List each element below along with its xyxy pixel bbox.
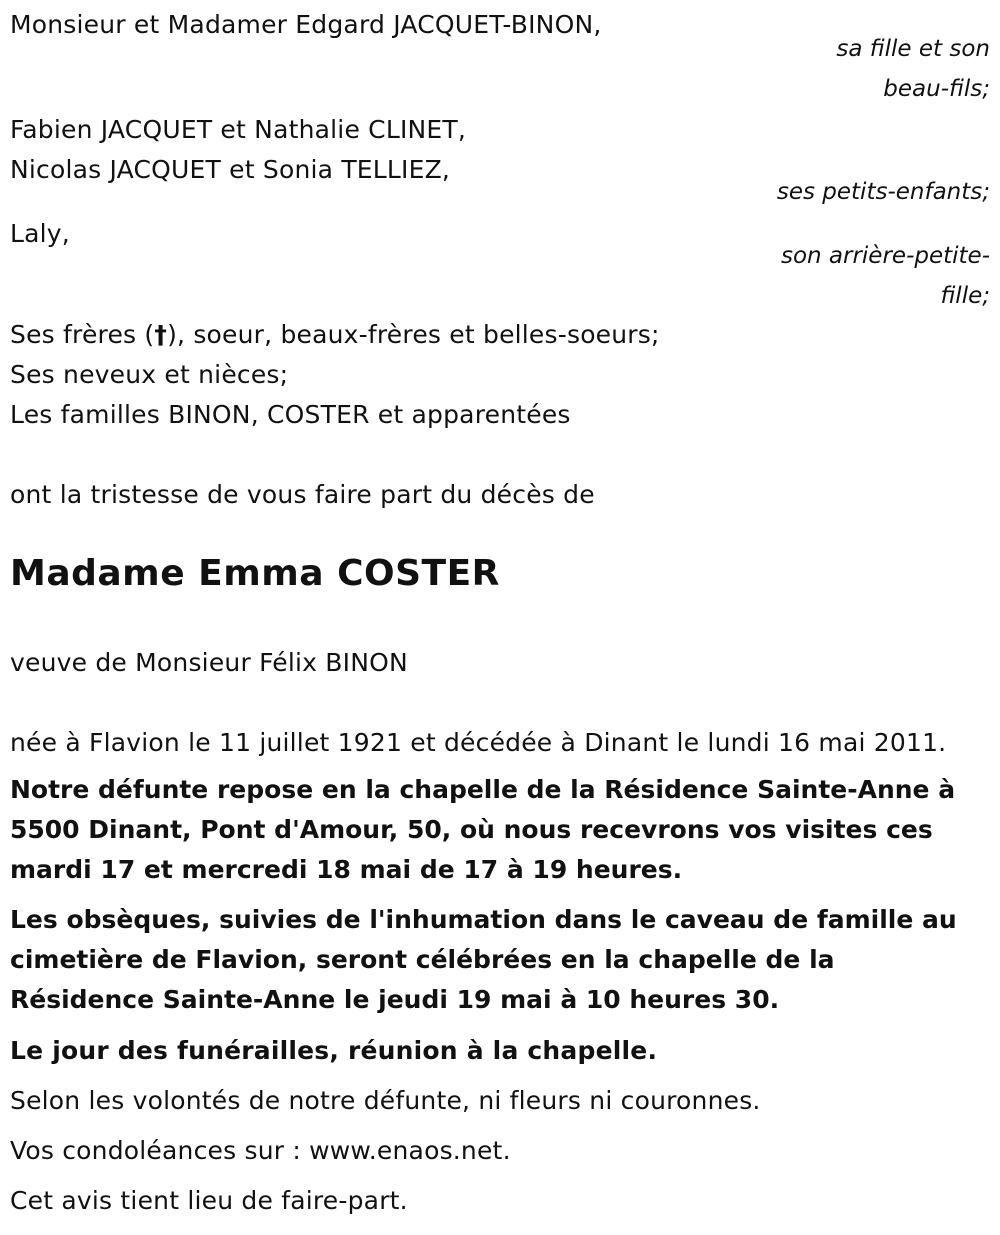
family-line-grandchild-1: Fabien JACQUET et Nathalie CLINET, [10, 115, 467, 144]
relation-daughter-b: beau-fils; [883, 76, 990, 102]
announcement-line: ont la tristesse de vous faire part du décès de [10, 480, 595, 509]
funeral-paragraph: Les obsèques, suivies de l'inhumation dans le caveau de famille au cimetière de Flavion, seront célébrées en la chapelle de la Résidence Sainte-Anne le jeudi 19 mai à 10 heures 30. [10, 905, 957, 1014]
notice-line: Cet avis tient lieu de faire-part. [10, 1186, 408, 1215]
family-line-families: Les familles BINON, COSTER et apparentées [10, 400, 571, 429]
rest-paragraph: Notre défunte repose en la chapelle de la Résidence Sainte-Anne à 5500 Dinant, Pont d'Amour, 50, où nous recevrons vos visites ces mardi 17 et mercredi 18 mai de 17 à 19 heures. [10, 775, 956, 884]
family-line-great-grandchild: Laly, [10, 219, 70, 248]
family-line-siblings [10, 320, 660, 349]
dagger-icon: † [154, 320, 168, 349]
family-line-nephews: Ses neveux et nièces; [10, 360, 289, 389]
family-line-grandchild-2: Nicolas JACQUET et Sonia TELLIEZ, [10, 155, 451, 184]
relation-grandchildren: ses petits-enfants; [776, 179, 990, 205]
flowers-line: Selon les volontés de notre défunte, ni fleurs ni couronnes. [10, 1086, 761, 1115]
relation-great-grandchild-a: son arrière-petite- [780, 243, 990, 269]
deceased-name: Madame Emma COSTER [10, 553, 500, 594]
relation-daughter-a: sa fille et son [836, 36, 990, 62]
family-line-daughter: Monsieur et Madamer Edgard JACQUET-BINON, [10, 10, 602, 39]
siblings-suffix: ), soeur, beaux-frères et belles-soeurs; [167, 320, 660, 349]
meeting-line: Le jour des funérailles, réunion à la chapelle. [10, 1036, 658, 1065]
relation-great-grandchild-b: fille; [940, 283, 990, 309]
birth-death-dates: née à Flavion le 11 juillet 1921 et décédée à Dinant le lundi 16 mai 2011. [10, 728, 947, 757]
widow-line: veuve de Monsieur Félix BINON [10, 648, 408, 677]
condolences-line: Vos condoléances sur : www.enaos.net. [10, 1136, 511, 1165]
siblings-prefix: Ses frères ( [10, 320, 155, 349]
